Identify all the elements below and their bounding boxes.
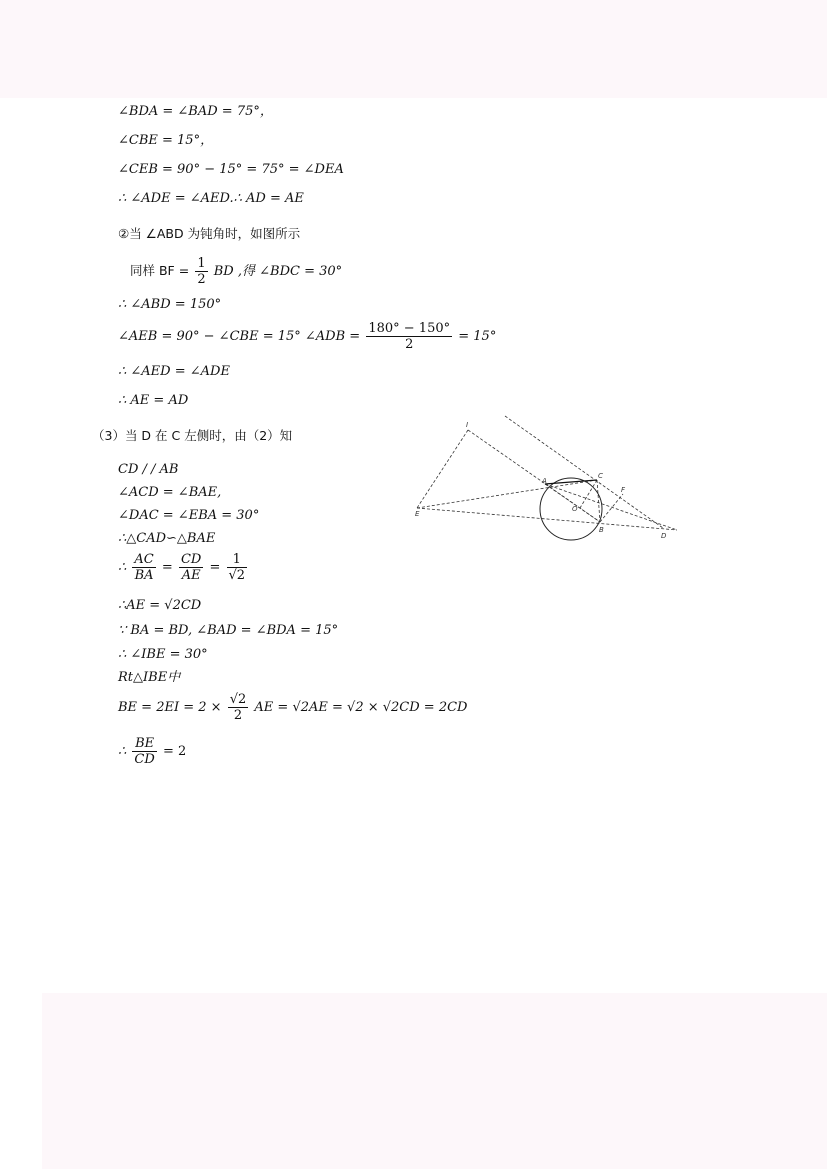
equals-sign: =: [209, 560, 221, 575]
fraction-numerator: CD: [180, 552, 202, 567]
geometry-figure: [405, 412, 685, 547]
fraction-numerator: 1: [197, 256, 206, 271]
line-part-3-heading: （3）当 D 在 C 左侧时，由（2）知: [92, 428, 293, 443]
line-rt-ibe: Rt△IBE中: [118, 670, 181, 685]
segment-ie: [417, 430, 468, 508]
line-ibe-30: ∴ ∠IBE = 30°: [118, 647, 208, 662]
bottom-margin-band: [42, 993, 827, 1169]
fraction-denominator: BA: [134, 568, 154, 583]
line-aed-ade: ∴ ∠AED = ∠ADE: [118, 364, 230, 379]
fraction-numerator: 180° − 150°: [368, 321, 451, 336]
label-o: O: [572, 505, 578, 513]
fraction-numerator: AC: [134, 552, 154, 567]
fraction-denominator: CD: [134, 752, 155, 767]
fraction-half: [195, 256, 207, 287]
be-suffix: AE = √2AE = √2 × √2CD = 2CD: [254, 700, 468, 715]
aeb-prefix: ∠AEB = 90° − ∠CBE = 15° ∠ADB =: [118, 329, 361, 344]
label-e: E: [415, 510, 420, 518]
bf-prefix: 同样 BF =: [130, 263, 190, 278]
label-c: C: [598, 472, 603, 480]
therefore-symbol: ∴: [118, 560, 127, 575]
fraction-denominator: √2: [228, 568, 246, 583]
line-abd-150: ∴ ∠ABD = 150°: [118, 297, 222, 312]
line-similar-triangles: ∴△CAD∽△BAE: [118, 531, 216, 546]
line-cd-parallel-ab: CD / / AB: [118, 462, 179, 477]
line-ae-root2-cd: ∴AE = √2CD: [118, 598, 202, 613]
line-ae-ad: ∴ AE = AD: [118, 393, 189, 408]
line-acd-bae: ∠ACD = ∠BAE,: [118, 485, 222, 500]
line-dac-eba: ∠DAC = ∠EBA = 30°: [118, 508, 260, 523]
fraction-denominator: 2: [405, 337, 414, 352]
line-be-2cd: [118, 692, 467, 723]
label-d: D: [661, 532, 667, 540]
fraction-denominator: 2: [233, 708, 243, 723]
segment-co: [580, 480, 597, 508]
label-a: A: [542, 477, 547, 485]
line-cbe: ∠CBE = 15°，: [118, 133, 214, 148]
fraction-ac-ba: [132, 552, 155, 583]
result-suffix: = 2: [162, 744, 187, 759]
aeb-suffix: = 15°: [458, 329, 497, 344]
fraction-numerator: BE: [132, 736, 156, 752]
equals-sign: =: [161, 560, 173, 575]
fraction-be-cd: [132, 736, 156, 767]
label-b: B: [599, 526, 604, 534]
segment-ad: [545, 484, 677, 530]
segment-ed: [417, 508, 677, 530]
fraction-cd-ae: [179, 552, 203, 583]
label-i: I: [466, 421, 469, 429]
line-bf-half-bd: [130, 256, 342, 287]
line-case-obtuse: ②当 ∠ABD 为钝角时，如图所示: [118, 226, 301, 241]
therefore-symbol: ∴: [118, 744, 127, 759]
top-margin-band: [0, 0, 827, 98]
line-ade-aed: ∴ ∠ADE = ∠AED.∴ AD = AE: [118, 191, 304, 206]
fraction-root2-over-2: [228, 692, 249, 723]
fraction-numerator: √2: [229, 692, 247, 707]
line-be-over-cd: [118, 736, 186, 767]
fraction-denominator: 2: [197, 272, 206, 287]
segment-bf: [600, 494, 623, 522]
fraction-one-root-two: [227, 552, 248, 583]
be-prefix: BE = 2EI = 2 ×: [118, 700, 222, 715]
fraction-denominator: AE: [181, 568, 201, 583]
fraction-angle: [366, 321, 452, 352]
segment-ec: [417, 480, 597, 508]
line-ceb: ∠CEB = 90° − 15° = 75° = ∠DEA: [118, 162, 344, 177]
line-ba-bd: ∵ BA = BD, ∠BAD = ∠BDA = 15°: [118, 623, 339, 638]
line-aeb-adb: [118, 321, 496, 352]
segment-cb: [597, 480, 600, 522]
line-ratio: [118, 552, 249, 583]
bf-suffix: BD ,得 ∠BDC = 30°: [213, 264, 343, 279]
label-f: F: [621, 486, 626, 494]
line-bda-bad: ∠BDA = ∠BAD = 75°，: [118, 104, 273, 119]
fraction-numerator: 1: [227, 552, 248, 568]
